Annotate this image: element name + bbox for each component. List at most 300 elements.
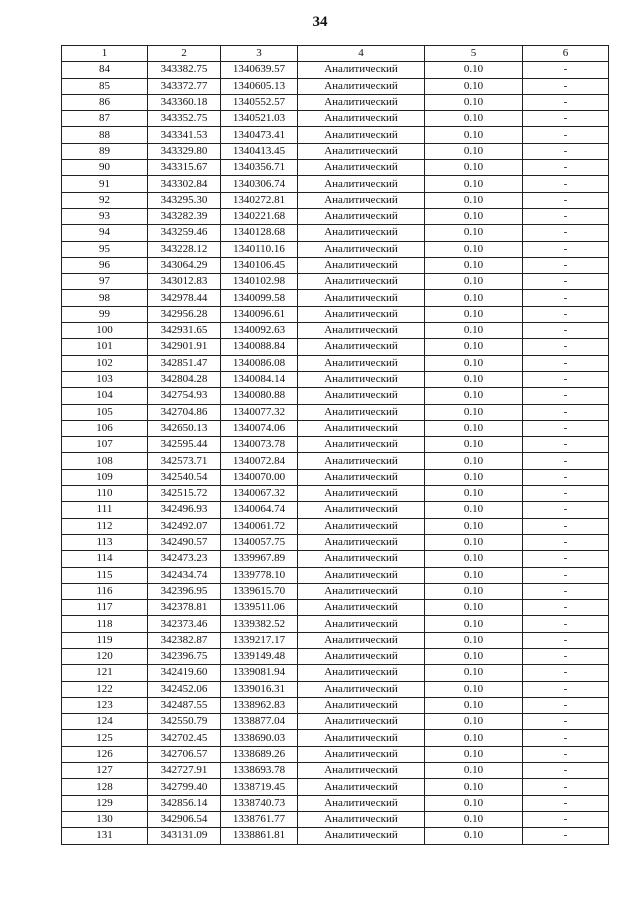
table-row xyxy=(62,567,609,583)
table-row xyxy=(62,111,609,127)
table-row xyxy=(62,763,609,779)
cell-accuracy: 0.10 xyxy=(425,763,523,779)
cell-note: - xyxy=(523,437,609,453)
cell-note: - xyxy=(523,828,609,844)
cell-point-number: 107 xyxy=(62,437,148,453)
cell-point-number: 103 xyxy=(62,371,148,387)
cell-method: Аналитический xyxy=(298,681,425,697)
table-row xyxy=(62,681,609,697)
cell-coord-x: 342573.71 xyxy=(148,453,221,469)
cell-coord-x: 342378.81 xyxy=(148,600,221,616)
cell-method: Аналитический xyxy=(298,616,425,632)
cell-method: Аналитический xyxy=(298,518,425,534)
cell-accuracy: 0.10 xyxy=(425,534,523,550)
table-row xyxy=(62,208,609,224)
cell-coord-x: 342856.14 xyxy=(148,795,221,811)
cell-method: Аналитический xyxy=(298,534,425,550)
cell-accuracy: 0.10 xyxy=(425,94,523,110)
cell-coord-x: 343228.12 xyxy=(148,241,221,257)
cell-coord-y: 1339615.70 xyxy=(221,583,298,599)
cell-accuracy: 0.10 xyxy=(425,160,523,176)
page-number: 34 xyxy=(312,14,328,30)
cell-note: - xyxy=(523,160,609,176)
cell-note: - xyxy=(523,746,609,762)
cell-accuracy: 0.10 xyxy=(425,583,523,599)
cell-coord-x: 342492.07 xyxy=(148,518,221,534)
table-row xyxy=(62,257,609,273)
cell-coord-x: 343360.18 xyxy=(148,94,221,110)
cell-coord-y: 1339016.31 xyxy=(221,681,298,697)
cell-coord-y: 1339382.52 xyxy=(221,616,298,632)
cell-note: - xyxy=(523,78,609,94)
cell-point-number: 109 xyxy=(62,469,148,485)
cell-coord-x: 342754.93 xyxy=(148,388,221,404)
cell-coord-x: 342851.47 xyxy=(148,355,221,371)
cell-coord-x: 343341.53 xyxy=(148,127,221,143)
cell-coord-x: 342434.74 xyxy=(148,567,221,583)
cell-point-number: 97 xyxy=(62,274,148,290)
cell-coord-y: 1340064.74 xyxy=(221,502,298,518)
cell-note: - xyxy=(523,388,609,404)
cell-point-number: 89 xyxy=(62,143,148,159)
cell-point-number: 96 xyxy=(62,257,148,273)
cell-note: - xyxy=(523,518,609,534)
cell-coord-y: 1340067.32 xyxy=(221,486,298,502)
cell-accuracy: 0.10 xyxy=(425,78,523,94)
cell-coord-y: 1340086.08 xyxy=(221,355,298,371)
table-row xyxy=(62,632,609,648)
cell-coord-y: 1340072.84 xyxy=(221,453,298,469)
cell-note: - xyxy=(523,469,609,485)
cell-note: - xyxy=(523,306,609,322)
cell-method: Аналитический xyxy=(298,94,425,110)
table-row xyxy=(62,779,609,795)
cell-note: - xyxy=(523,192,609,208)
table-row xyxy=(62,648,609,664)
cell-accuracy: 0.10 xyxy=(425,323,523,339)
cell-coord-y: 1340057.75 xyxy=(221,534,298,550)
table-row xyxy=(62,453,609,469)
cell-coord-y: 1338719.45 xyxy=(221,779,298,795)
cell-coord-y: 1340070.00 xyxy=(221,469,298,485)
cell-coord-y: 1340110.16 xyxy=(221,241,298,257)
cell-point-number: 122 xyxy=(62,681,148,697)
table-row xyxy=(62,583,609,599)
cell-note: - xyxy=(523,111,609,127)
cell-coord-y: 1340092.63 xyxy=(221,323,298,339)
cell-note: - xyxy=(523,811,609,827)
cell-coord-y: 1339081.94 xyxy=(221,665,298,681)
cell-coord-y: 1338761.77 xyxy=(221,811,298,827)
cell-accuracy: 0.10 xyxy=(425,551,523,567)
cell-point-number: 88 xyxy=(62,127,148,143)
cell-method: Аналитический xyxy=(298,160,425,176)
table-row xyxy=(62,192,609,208)
table-row xyxy=(62,323,609,339)
cell-coord-y: 1340096.61 xyxy=(221,306,298,322)
cell-coord-x: 343259.46 xyxy=(148,225,221,241)
cell-coord-x: 342595.44 xyxy=(148,437,221,453)
cell-method: Аналитический xyxy=(298,62,425,78)
cell-coord-y: 1340102.98 xyxy=(221,274,298,290)
cell-coord-y: 1338689.26 xyxy=(221,746,298,762)
cell-accuracy: 0.10 xyxy=(425,616,523,632)
cell-coord-x: 343012.83 xyxy=(148,274,221,290)
cell-note: - xyxy=(523,551,609,567)
cell-coord-x: 342490.57 xyxy=(148,534,221,550)
cell-point-number: 91 xyxy=(62,176,148,192)
cell-note: - xyxy=(523,257,609,273)
table-row xyxy=(62,420,609,436)
cell-method: Аналитический xyxy=(298,192,425,208)
cell-point-number: 87 xyxy=(62,111,148,127)
cell-coord-y: 1340552.57 xyxy=(221,94,298,110)
cell-point-number: 128 xyxy=(62,779,148,795)
cell-coord-y: 1339217.17 xyxy=(221,632,298,648)
cell-accuracy: 0.10 xyxy=(425,290,523,306)
coordinates-table xyxy=(61,45,609,845)
cell-method: Аналитический xyxy=(298,828,425,844)
cell-accuracy: 0.10 xyxy=(425,600,523,616)
cell-note: - xyxy=(523,176,609,192)
cell-accuracy: 0.10 xyxy=(425,404,523,420)
cell-point-number: 95 xyxy=(62,241,148,257)
cell-note: - xyxy=(523,274,609,290)
table-row xyxy=(62,730,609,746)
cell-coord-x: 343352.75 xyxy=(148,111,221,127)
cell-coord-x: 343382.75 xyxy=(148,62,221,78)
cell-coord-y: 1338690.03 xyxy=(221,730,298,746)
cell-coord-y: 1338861.81 xyxy=(221,828,298,844)
cell-accuracy: 0.10 xyxy=(425,111,523,127)
cell-method: Аналитический xyxy=(298,811,425,827)
cell-point-number: 115 xyxy=(62,567,148,583)
cell-method: Аналитический xyxy=(298,420,425,436)
cell-note: - xyxy=(523,290,609,306)
cell-coord-y: 1339511.06 xyxy=(221,600,298,616)
cell-note: - xyxy=(523,534,609,550)
cell-point-number: 90 xyxy=(62,160,148,176)
cell-accuracy: 0.10 xyxy=(425,371,523,387)
cell-point-number: 117 xyxy=(62,600,148,616)
cell-method: Аналитический xyxy=(298,404,425,420)
table-body xyxy=(62,62,609,844)
cell-method: Аналитический xyxy=(298,323,425,339)
cell-note: - xyxy=(523,697,609,713)
cell-point-number: 104 xyxy=(62,388,148,404)
cell-accuracy: 0.10 xyxy=(425,714,523,730)
table-row xyxy=(62,534,609,550)
cell-coord-y: 1338693.78 xyxy=(221,763,298,779)
cell-point-number: 99 xyxy=(62,306,148,322)
cell-note: - xyxy=(523,681,609,697)
cell-point-number: 85 xyxy=(62,78,148,94)
cell-accuracy: 0.10 xyxy=(425,257,523,273)
table-row xyxy=(62,714,609,730)
cell-coord-x: 342931.65 xyxy=(148,323,221,339)
cell-point-number: 86 xyxy=(62,94,148,110)
table-row xyxy=(62,371,609,387)
cell-note: - xyxy=(523,241,609,257)
cell-note: - xyxy=(523,420,609,436)
cell-method: Аналитический xyxy=(298,665,425,681)
cell-point-number: 124 xyxy=(62,714,148,730)
cell-coord-x: 342799.40 xyxy=(148,779,221,795)
cell-method: Аналитический xyxy=(298,714,425,730)
cell-accuracy: 0.10 xyxy=(425,339,523,355)
cell-coord-y: 1338740.73 xyxy=(221,795,298,811)
cell-coord-x: 343131.09 xyxy=(148,828,221,844)
table-row xyxy=(62,404,609,420)
cell-accuracy: 0.10 xyxy=(425,437,523,453)
table-row xyxy=(62,469,609,485)
cell-point-number: 93 xyxy=(62,208,148,224)
cell-point-number: 118 xyxy=(62,616,148,632)
cell-method: Аналитический xyxy=(298,339,425,355)
table-row xyxy=(62,811,609,827)
cell-point-number: 92 xyxy=(62,192,148,208)
table-row xyxy=(62,828,609,844)
cell-accuracy: 0.10 xyxy=(425,681,523,697)
cell-coord-x: 342452.06 xyxy=(148,681,221,697)
cell-point-number: 114 xyxy=(62,551,148,567)
cell-note: - xyxy=(523,225,609,241)
cell-coord-y: 1340088.84 xyxy=(221,339,298,355)
cell-note: - xyxy=(523,371,609,387)
cell-accuracy: 0.10 xyxy=(425,665,523,681)
cell-note: - xyxy=(523,404,609,420)
cell-point-number: 121 xyxy=(62,665,148,681)
cell-note: - xyxy=(523,583,609,599)
table-row xyxy=(62,62,609,78)
cell-coord-x: 342906.54 xyxy=(148,811,221,827)
cell-method: Аналитический xyxy=(298,208,425,224)
cell-accuracy: 0.10 xyxy=(425,420,523,436)
cell-accuracy: 0.10 xyxy=(425,746,523,762)
cell-coord-x: 342978.44 xyxy=(148,290,221,306)
table-row xyxy=(62,78,609,94)
cell-coord-x: 343282.39 xyxy=(148,208,221,224)
cell-note: - xyxy=(523,94,609,110)
table-header-row xyxy=(62,46,609,62)
cell-method: Аналитический xyxy=(298,795,425,811)
cell-method: Аналитический xyxy=(298,355,425,371)
table-row xyxy=(62,94,609,110)
table-row xyxy=(62,437,609,453)
cell-point-number: 113 xyxy=(62,534,148,550)
cell-coord-x: 342650.13 xyxy=(148,420,221,436)
cell-coord-y: 1340413.45 xyxy=(221,143,298,159)
cell-accuracy: 0.10 xyxy=(425,486,523,502)
cell-method: Аналитический xyxy=(298,225,425,241)
cell-coord-y: 1339778.10 xyxy=(221,567,298,583)
cell-accuracy: 0.10 xyxy=(425,632,523,648)
cell-note: - xyxy=(523,795,609,811)
table-row xyxy=(62,665,609,681)
cell-accuracy: 0.10 xyxy=(425,469,523,485)
cell-coord-x: 343064.29 xyxy=(148,257,221,273)
cell-point-number: 101 xyxy=(62,339,148,355)
cell-point-number: 108 xyxy=(62,453,148,469)
cell-note: - xyxy=(523,779,609,795)
table-row xyxy=(62,600,609,616)
cell-note: - xyxy=(523,355,609,371)
cell-point-number: 129 xyxy=(62,795,148,811)
table-row xyxy=(62,551,609,567)
cell-accuracy: 0.10 xyxy=(425,567,523,583)
cell-accuracy: 0.10 xyxy=(425,502,523,518)
cell-coord-y: 1340084.14 xyxy=(221,371,298,387)
cell-coord-x: 343302.84 xyxy=(148,176,221,192)
cell-method: Аналитический xyxy=(298,583,425,599)
cell-point-number: 106 xyxy=(62,420,148,436)
cell-coord-x: 342550.79 xyxy=(148,714,221,730)
cell-method: Аналитический xyxy=(298,779,425,795)
column-header-3: 3 xyxy=(221,46,298,62)
cell-note: - xyxy=(523,600,609,616)
table-row xyxy=(62,616,609,632)
table-row xyxy=(62,225,609,241)
cell-coord-y: 1340521.03 xyxy=(221,111,298,127)
cell-note: - xyxy=(523,714,609,730)
cell-coord-x: 342396.75 xyxy=(148,648,221,664)
cell-method: Аналитический xyxy=(298,648,425,664)
cell-coord-y: 1340099.58 xyxy=(221,290,298,306)
table-row xyxy=(62,388,609,404)
column-header-1: 1 xyxy=(62,46,148,62)
cell-method: Аналитический xyxy=(298,502,425,518)
cell-coord-x: 342396.95 xyxy=(148,583,221,599)
cell-accuracy: 0.10 xyxy=(425,795,523,811)
cell-accuracy: 0.10 xyxy=(425,355,523,371)
cell-note: - xyxy=(523,616,609,632)
cell-accuracy: 0.10 xyxy=(425,518,523,534)
cell-note: - xyxy=(523,632,609,648)
cell-note: - xyxy=(523,453,609,469)
table-row xyxy=(62,355,609,371)
table-row xyxy=(62,143,609,159)
cell-method: Аналитический xyxy=(298,306,425,322)
cell-method: Аналитический xyxy=(298,486,425,502)
cell-accuracy: 0.10 xyxy=(425,127,523,143)
table-row xyxy=(62,290,609,306)
cell-coord-y: 1340356.71 xyxy=(221,160,298,176)
cell-accuracy: 0.10 xyxy=(425,225,523,241)
cell-method: Аналитический xyxy=(298,437,425,453)
cell-coord-x: 342540.54 xyxy=(148,469,221,485)
cell-point-number: 102 xyxy=(62,355,148,371)
cell-point-number: 116 xyxy=(62,583,148,599)
cell-accuracy: 0.10 xyxy=(425,143,523,159)
cell-note: - xyxy=(523,763,609,779)
cell-coord-x: 343315.67 xyxy=(148,160,221,176)
cell-method: Аналитический xyxy=(298,388,425,404)
cell-coord-y: 1340061.72 xyxy=(221,518,298,534)
column-header-5: 5 xyxy=(425,46,523,62)
table-row xyxy=(62,486,609,502)
cell-coord-x: 342515.72 xyxy=(148,486,221,502)
cell-note: - xyxy=(523,62,609,78)
cell-coord-y: 1338877.04 xyxy=(221,714,298,730)
column-header-2: 2 xyxy=(148,46,221,62)
cell-coord-x: 342804.28 xyxy=(148,371,221,387)
table-row xyxy=(62,127,609,143)
cell-coord-y: 1339149.48 xyxy=(221,648,298,664)
cell-coord-x: 342473.23 xyxy=(148,551,221,567)
cell-method: Аналитический xyxy=(298,567,425,583)
cell-coord-y: 1338962.83 xyxy=(221,697,298,713)
table-row xyxy=(62,339,609,355)
cell-coord-x: 342496.93 xyxy=(148,502,221,518)
cell-point-number: 127 xyxy=(62,763,148,779)
table-row xyxy=(62,306,609,322)
cell-coord-y: 1340074.06 xyxy=(221,420,298,436)
cell-method: Аналитический xyxy=(298,551,425,567)
cell-method: Аналитический xyxy=(298,290,425,306)
cell-method: Аналитический xyxy=(298,632,425,648)
cell-accuracy: 0.10 xyxy=(425,730,523,746)
cell-coord-x: 342419.60 xyxy=(148,665,221,681)
cell-accuracy: 0.10 xyxy=(425,697,523,713)
cell-coord-x: 342704.86 xyxy=(148,404,221,420)
cell-note: - xyxy=(523,648,609,664)
cell-coord-x: 343295.30 xyxy=(148,192,221,208)
cell-accuracy: 0.10 xyxy=(425,62,523,78)
table-row xyxy=(62,274,609,290)
table-row xyxy=(62,502,609,518)
cell-point-number: 120 xyxy=(62,648,148,664)
cell-accuracy: 0.10 xyxy=(425,274,523,290)
cell-point-number: 126 xyxy=(62,746,148,762)
cell-coord-x: 343372.77 xyxy=(148,78,221,94)
cell-coord-y: 1340605.13 xyxy=(221,78,298,94)
cell-coord-y: 1340106.45 xyxy=(221,257,298,273)
cell-method: Аналитический xyxy=(298,697,425,713)
cell-point-number: 105 xyxy=(62,404,148,420)
cell-accuracy: 0.10 xyxy=(425,388,523,404)
cell-coord-y: 1340128.68 xyxy=(221,225,298,241)
table-row xyxy=(62,795,609,811)
cell-accuracy: 0.10 xyxy=(425,241,523,257)
cell-coord-x: 342901.91 xyxy=(148,339,221,355)
column-header-4: 4 xyxy=(298,46,425,62)
cell-method: Аналитический xyxy=(298,127,425,143)
table-row xyxy=(62,160,609,176)
cell-coord-y: 1340306.74 xyxy=(221,176,298,192)
cell-coord-x: 343329.80 xyxy=(148,143,221,159)
cell-method: Аналитический xyxy=(298,274,425,290)
table-row xyxy=(62,697,609,713)
cell-coord-y: 1339967.89 xyxy=(221,551,298,567)
cell-coord-x: 342956.28 xyxy=(148,306,221,322)
cell-method: Аналитический xyxy=(298,746,425,762)
cell-coord-y: 1340221.68 xyxy=(221,208,298,224)
cell-coord-y: 1340473.41 xyxy=(221,127,298,143)
cell-method: Аналитический xyxy=(298,763,425,779)
cell-method: Аналитический xyxy=(298,176,425,192)
column-header-6: 6 xyxy=(523,46,609,62)
cell-accuracy: 0.10 xyxy=(425,828,523,844)
cell-method: Аналитический xyxy=(298,469,425,485)
cell-method: Аналитический xyxy=(298,257,425,273)
cell-note: - xyxy=(523,339,609,355)
cell-note: - xyxy=(523,208,609,224)
cell-method: Аналитический xyxy=(298,78,425,94)
cell-note: - xyxy=(523,323,609,339)
cell-note: - xyxy=(523,486,609,502)
cell-coord-y: 1340073.78 xyxy=(221,437,298,453)
cell-method: Аналитический xyxy=(298,453,425,469)
